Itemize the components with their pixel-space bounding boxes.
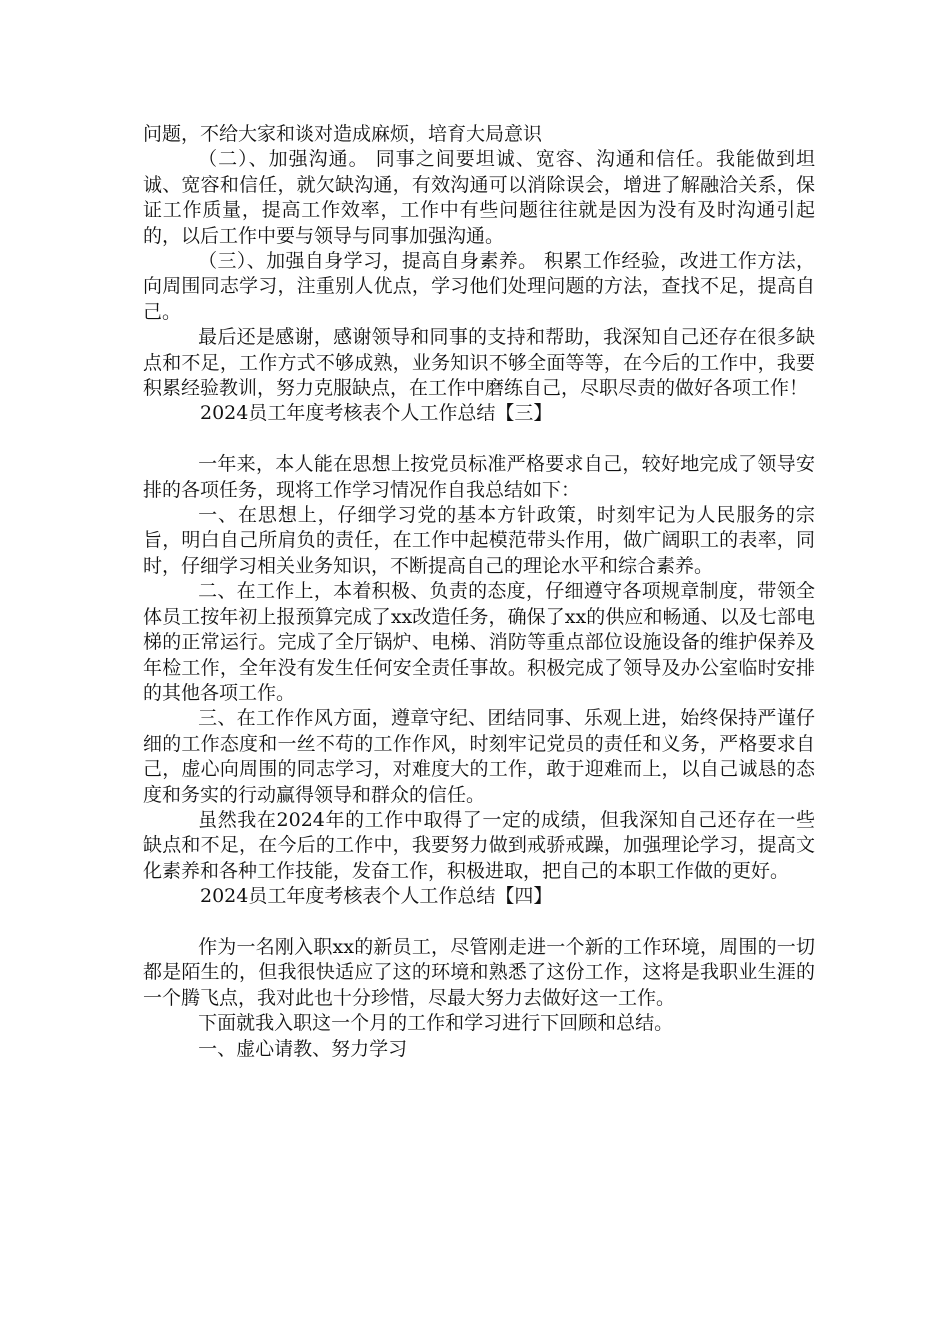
paragraph-review: 下面就我入职这一个月的工作和学习进行下回顾和总结。 [198,1012,674,1035]
document-body [143,122,815,1062]
paragraph-thanks: 最后还是感谢，感谢领导和同事的支持和帮助，我深知自己还存在很多缺点和不足，工作方式不够成熟，业务知识不够全面等等，在今后的工作中，我要积累经验教训，努力克服缺点，在工作中磨练自己，尽职尽责的做好各项工作！ [143,326,815,400]
section-heading-three: 2024员工年度考核表个人工作总结【三】 [200,402,553,425]
paragraph-subheading-learning: 一、虚心请教、努力学习 [198,1037,408,1060]
paragraph-thought: 一、在思想上，仔细学习党的基本方针政策，时刻牢记为人民服务的宗旨，明白自己所肩负的责任，在工作中起模范带头作用，做广阔职工的表率，同时，仔细学习相关业务知识，不断提高自己的理论水平和综合素养。 [143,504,815,577]
paragraph-style: 三、在工作作风方面，遵章守纪、团结同事、乐观上进，始终保持严谨仔细的工作态度和一丝不苟的工作作风，时刻牢记党员的责任和义务，严格要求自己，虚心向周围的同志学习，对难度大的工作，敢于迎难而上，以自己诚恳的态度和务实的行动赢得领导和群众的信任。 [143,707,815,806]
paragraph-continuation: 问题，不给大家和谈对造成麻烦，培育大局意识 [143,123,543,145]
paragraph-intro-four: 作为一名刚入职xx的新员工，尽管刚走进一个新的工作环境，周围的一切都是陌生的，但我很快适应了这的环境和熟悉了这份工作，这将是我职业生涯的一个腾飞点，我对此也十分珍惜，尽最大努力去做好这一工作。 [143,935,815,1009]
section-heading-four: 2024员工年度考核表个人工作总结【四】 [200,885,553,908]
paragraph-outlook: 虽然我在2024年的工作中取得了一定的成绩，但我深知自己还存在一些缺点和不足，在今后的工作中，我要努力做到戒骄戒躁，加强理论学习，提高文化素养和各种工作技能，发奋工作，积极进取，把自己的本职工作做的更好。 [143,808,815,882]
paragraph-intro-three: 一年来，本人能在思想上按党员标准严格要求自己，较好地完成了领导安排的各项任务，现将工作学习情况作自我总结如下： [143,453,815,501]
paragraph-self-study: （三）、加强自身学习，提高自身素养。 积累工作经验，改进工作方法，向周围同志学习，注重别人优点，学习他们处理问题的方法，查找不足，提高自己。 [143,250,815,323]
paragraph-work: 二、在工作上，本着积极、负责的态度，仔细遵守各项规章制度，带领全体员工按年初上报预算完成了xx改造任务，确保了xx的供应和畅通、以及七部电梯的正常运行。完成了全厅锅炉、电梯、消防等重点部位设施设备的维护保养及年检工作，全年没有发生任何安全责任事故。积极完成了领导及办公室临时安排的其他各项工作。 [143,580,815,704]
paragraph-communication: （二）、加强沟通。 同事之间要坦诚、宽容、沟通和信任。我能做到坦诚、宽容和信任，就欠缺沟通，有效沟通可以消除误会，增进了解融洽关系，保证工作质量，提高工作效率，工作中有些问题往往就是因为没有及时沟通引起的，以后工作中要与领导与同事加强沟通。 [143,148,815,247]
blank-line [143,910,815,935]
blank-line [143,427,815,452]
